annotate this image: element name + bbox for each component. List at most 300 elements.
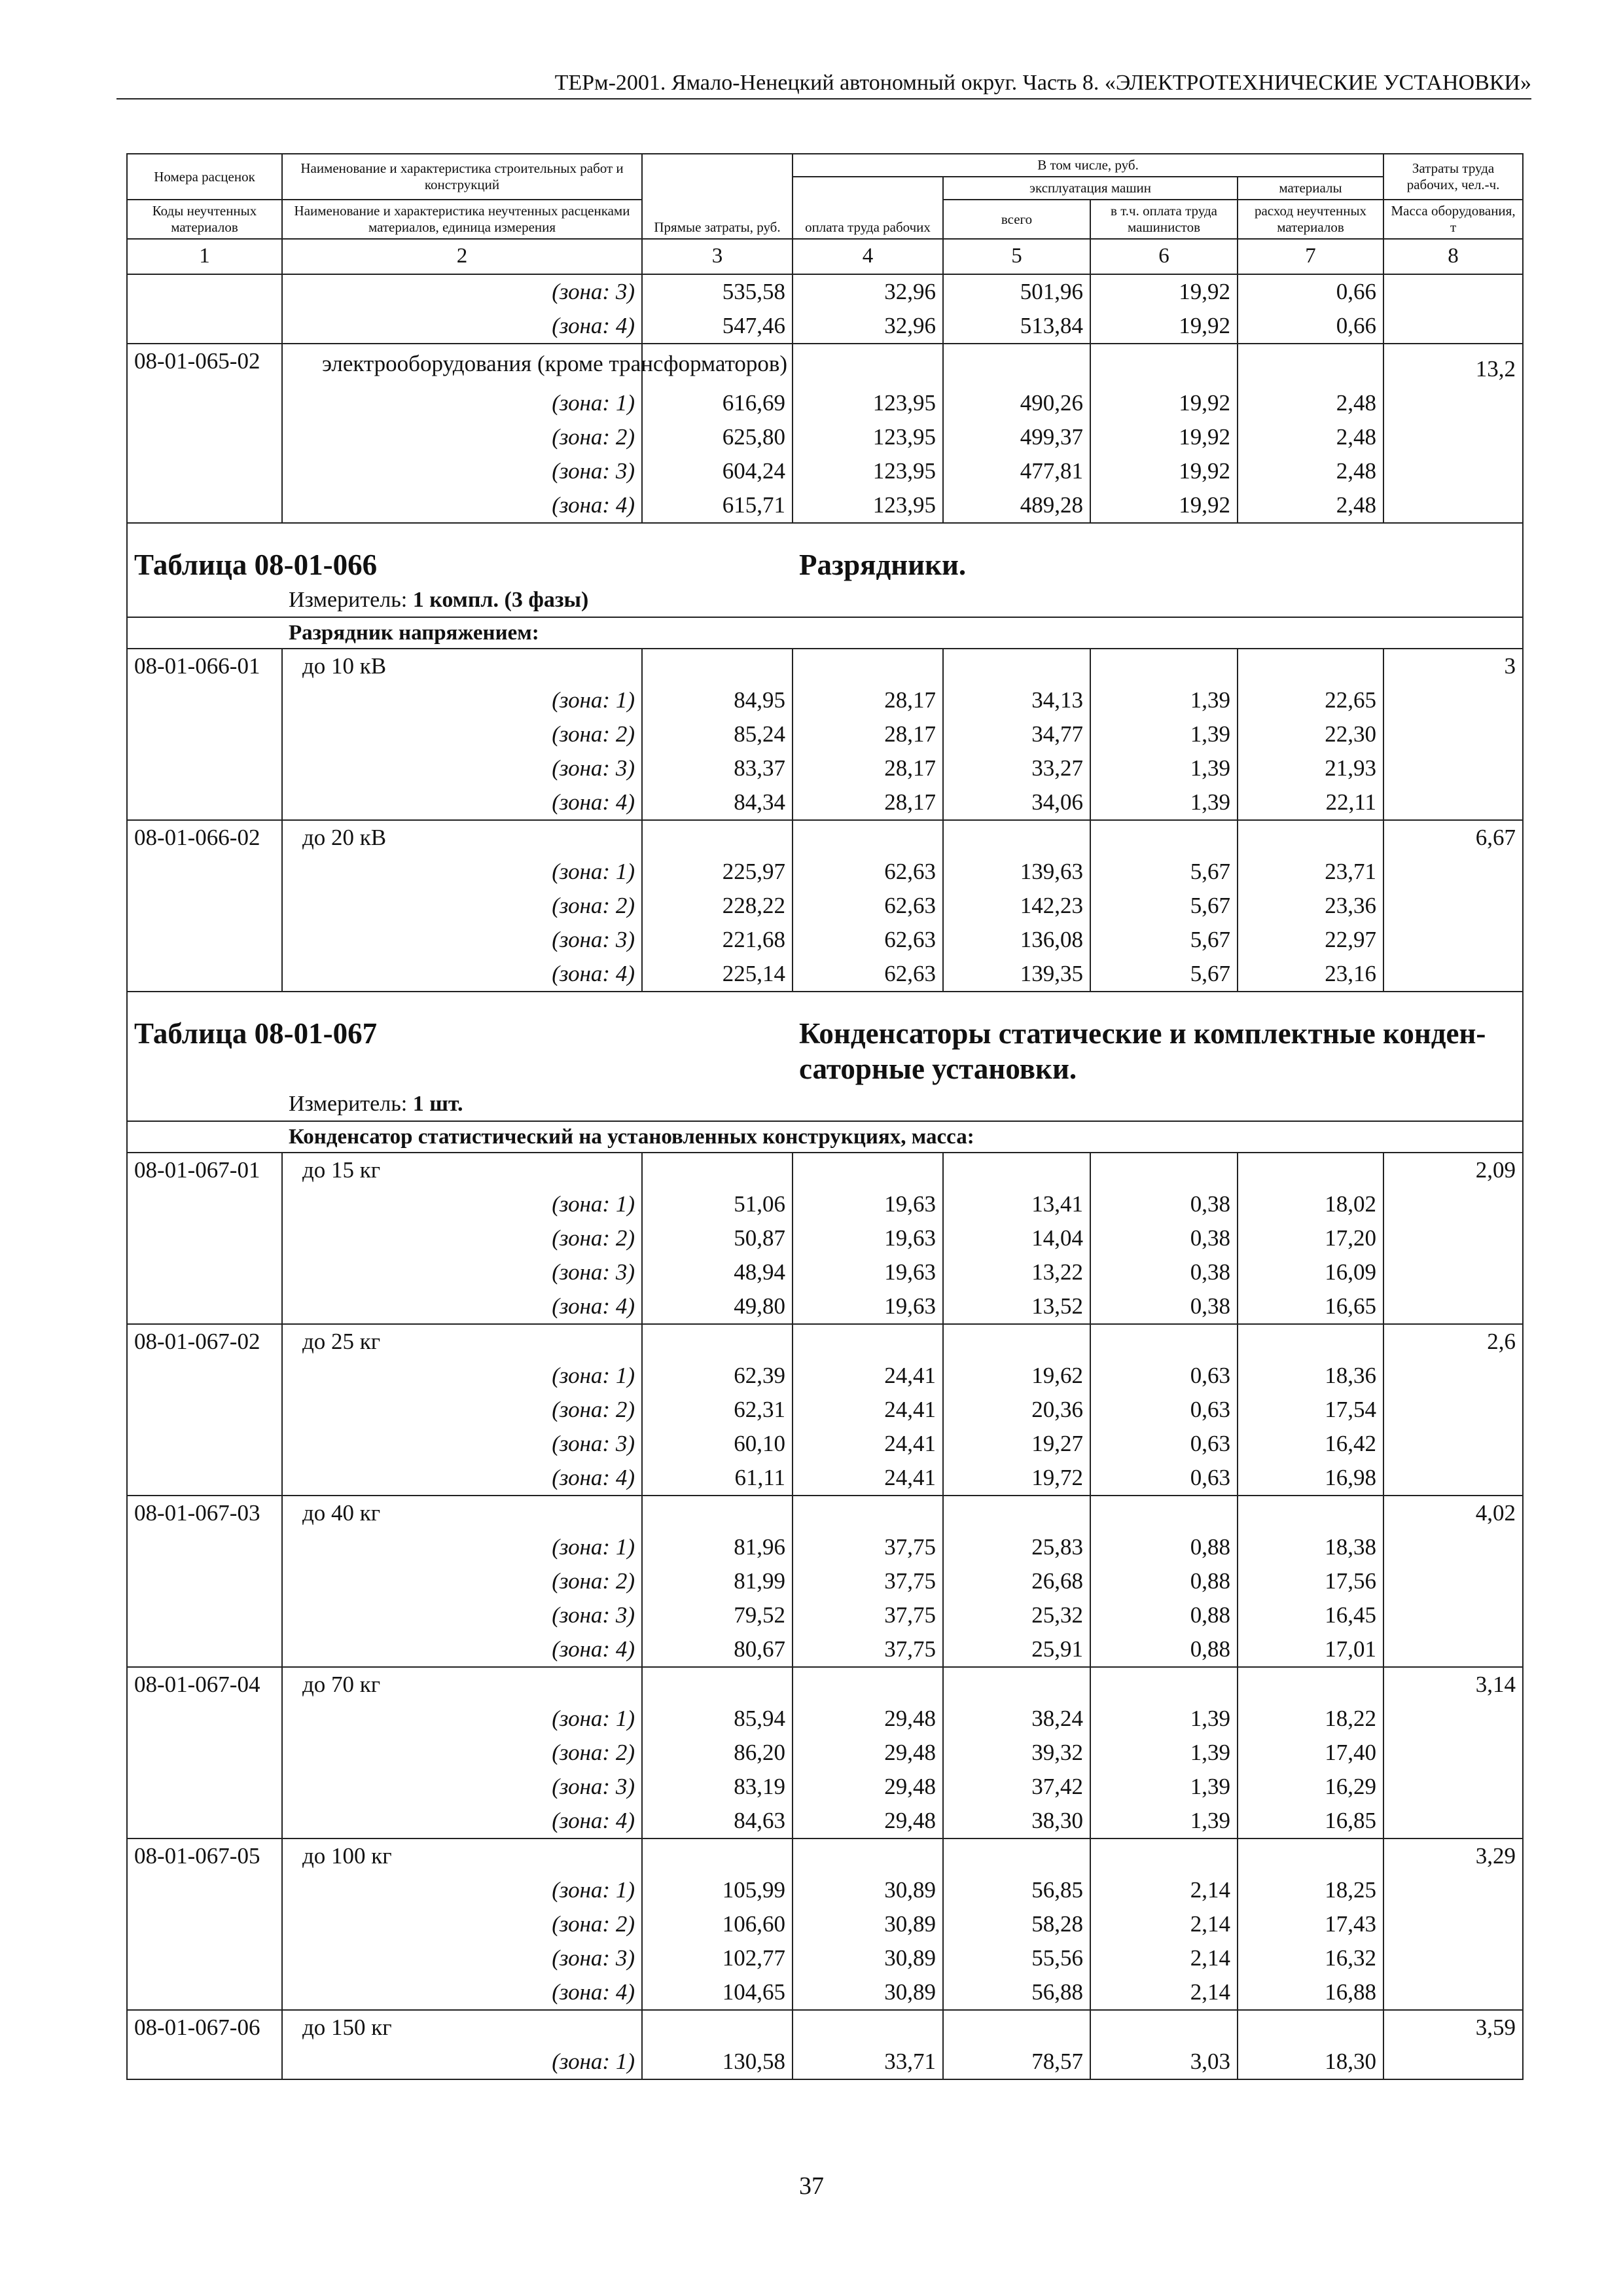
materials: 16,09 — [1238, 1255, 1383, 1289]
mass-cell — [1383, 1255, 1523, 1289]
labor-pay: 29,48 — [793, 1804, 943, 1839]
machinists-pay: 0,38 — [1090, 1187, 1238, 1221]
labor-pay: 30,89 — [793, 1941, 943, 1975]
empty-cell — [943, 1496, 1090, 1530]
item-name: до 100 кг — [282, 1839, 642, 1873]
direct-costs: 130,58 — [642, 2045, 793, 2079]
rate-code: 08-01-067-06 — [127, 2010, 282, 2045]
item-row — [127, 820, 1523, 855]
machinists-pay: 19,92 — [1090, 420, 1238, 454]
materials: 17,01 — [1238, 1632, 1383, 1667]
labor-pay: 37,75 — [793, 1632, 943, 1667]
direct-costs: 228,22 — [642, 889, 793, 923]
machines-total: 58,28 — [943, 1907, 1090, 1941]
header-col2-top: Наименование и характеристика строительных работ и конструкций — [282, 154, 642, 200]
direct-costs: 616,69 — [642, 386, 793, 420]
labor-pay: 62,63 — [793, 889, 943, 923]
machines-total: 34,06 — [943, 785, 1090, 820]
code-cell — [127, 1770, 282, 1804]
machinists-pay: 1,39 — [1090, 751, 1238, 785]
mass-cell — [1383, 1598, 1523, 1632]
rate-code: 08-01-067-01 — [127, 1153, 282, 1187]
zone-label: (зона: 1) — [282, 683, 642, 717]
labor-pay: 62,63 — [793, 923, 943, 957]
code-cell — [127, 454, 282, 488]
direct-costs: 50,87 — [642, 1221, 793, 1255]
labor-pay: 24,41 — [793, 1393, 943, 1427]
labor-hours: 3,14 — [1383, 1667, 1523, 1702]
empty-cell — [642, 2010, 793, 2045]
empty-cell — [943, 649, 1090, 683]
direct-costs: 62,31 — [642, 1393, 793, 1427]
materials: 23,36 — [1238, 889, 1383, 923]
zone-label: (зона: 1) — [282, 1359, 642, 1393]
mass-cell — [1383, 1632, 1523, 1667]
materials: 18,22 — [1238, 1702, 1383, 1736]
zone-label: (зона: 1) — [282, 1873, 642, 1907]
price-table — [126, 153, 1524, 2080]
machines-total: 13,41 — [943, 1187, 1090, 1221]
code-cell — [127, 751, 282, 785]
machines-total: 20,36 — [943, 1393, 1090, 1427]
measure-unit: 1 шт. — [412, 1092, 463, 1116]
code-cell — [127, 1941, 282, 1975]
zone-row — [127, 274, 1523, 309]
materials: 2,48 — [1238, 454, 1383, 488]
direct-costs: 225,97 — [642, 855, 793, 889]
zone-label: (зона: 4) — [282, 1289, 642, 1324]
zone-row — [127, 1873, 1523, 1907]
empty-cell — [943, 2010, 1090, 2045]
empty-cell — [1090, 820, 1238, 855]
mass-cell — [1383, 1804, 1523, 1839]
machines-total: 14,04 — [943, 1221, 1090, 1255]
empty-cell — [943, 1324, 1090, 1359]
code-cell — [127, 1289, 282, 1324]
labor-hours: 3 — [1383, 649, 1523, 683]
subheading-row — [127, 1121, 1523, 1153]
empty-cell — [793, 1839, 943, 1873]
empty-cell — [943, 344, 1090, 386]
zone-row — [127, 1941, 1523, 1975]
rate-code: 08-01-066-02 — [127, 820, 282, 855]
empty-cell — [1090, 1496, 1238, 1530]
labor-pay: 29,48 — [793, 1702, 943, 1736]
direct-costs: 51,06 — [642, 1187, 793, 1221]
mass-cell — [1383, 1907, 1523, 1941]
materials: 16,42 — [1238, 1427, 1383, 1461]
zone-row — [127, 1632, 1523, 1667]
table-title-row — [127, 523, 1523, 583]
labor-pay: 24,41 — [793, 1427, 943, 1461]
machinists-pay: 1,39 — [1090, 717, 1238, 751]
direct-costs: 85,94 — [642, 1702, 793, 1736]
zone-label: (зона: 2) — [282, 1393, 642, 1427]
subheading: Разрядник напряжением: — [282, 617, 1523, 649]
item-row — [127, 649, 1523, 683]
zone-label: (зона: 3) — [282, 1255, 642, 1289]
zone-row — [127, 1359, 1523, 1393]
labor-pay: 37,75 — [793, 1598, 943, 1632]
direct-costs: 79,52 — [642, 1598, 793, 1632]
empty-cell — [642, 1324, 793, 1359]
rate-code: 08-01-066-01 — [127, 649, 282, 683]
materials: 17,40 — [1238, 1736, 1383, 1770]
zone-label: (зона: 3) — [282, 454, 642, 488]
machines-total: 38,24 — [943, 1702, 1090, 1736]
zone-row — [127, 420, 1523, 454]
direct-costs: 535,58 — [642, 274, 793, 309]
zone-label: (зона: 2) — [282, 1907, 642, 1941]
mass-cell — [1383, 1941, 1523, 1975]
labor-pay: 28,17 — [793, 785, 943, 820]
direct-costs: 84,95 — [642, 683, 793, 717]
direct-costs: 84,34 — [642, 785, 793, 820]
zone-row — [127, 1804, 1523, 1839]
zone-row — [127, 1393, 1523, 1427]
machinists-pay: 1,39 — [1090, 785, 1238, 820]
item-name: до 70 кг — [282, 1667, 642, 1702]
code-cell — [127, 957, 282, 992]
empty-cell — [793, 1667, 943, 1702]
zone-label: (зона: 1) — [282, 1187, 642, 1221]
direct-costs: 83,37 — [642, 751, 793, 785]
machines-total: 13,22 — [943, 1255, 1090, 1289]
zone-row — [127, 717, 1523, 751]
empty-cell — [1090, 344, 1238, 386]
header-col1-bottom: Коды неучтенных материалов — [127, 200, 282, 239]
table-label: Таблица 08-01-066 — [134, 548, 378, 581]
empty-cell — [642, 649, 793, 683]
rate-code: 08-01-065-02 — [127, 344, 282, 386]
code-cell — [127, 1255, 282, 1289]
machines-total: 38,30 — [943, 1804, 1090, 1839]
mass-cell — [1383, 1873, 1523, 1907]
item-name: до 40 кг — [282, 1496, 642, 1530]
labor-pay: 29,48 — [793, 1770, 943, 1804]
zone-row — [127, 1221, 1523, 1255]
materials: 16,29 — [1238, 1770, 1383, 1804]
machines-total: 13,52 — [943, 1289, 1090, 1324]
code-cell — [127, 889, 282, 923]
item-row — [127, 2010, 1523, 2045]
zone-label: (зона: 4) — [282, 957, 642, 992]
empty-cell — [642, 1667, 793, 1702]
zone-row — [127, 386, 1523, 420]
code-cell — [127, 1907, 282, 1941]
empty-cell — [1238, 1667, 1383, 1702]
mass-cell — [1383, 1289, 1523, 1324]
zone-label: (зона: 1) — [282, 855, 642, 889]
machines-total: 477,81 — [943, 454, 1090, 488]
header-col1-top: Номера расценок — [127, 154, 282, 200]
header-col2-bottom: Наименование и характеристика неучтенных расценками материалов, единица измерения — [282, 200, 642, 239]
zone-row — [127, 1255, 1523, 1289]
mass-cell — [1383, 1564, 1523, 1598]
materials: 21,93 — [1238, 751, 1383, 785]
code-cell — [127, 683, 282, 717]
machinists-pay: 0,63 — [1090, 1359, 1238, 1393]
code-cell — [127, 1598, 282, 1632]
zone-label: (зона: 3) — [282, 1598, 642, 1632]
labor-pay: 123,95 — [793, 420, 943, 454]
direct-costs: 60,10 — [642, 1427, 793, 1461]
empty-cell — [793, 820, 943, 855]
zone-row — [127, 1770, 1523, 1804]
code-cell — [127, 785, 282, 820]
machinists-pay: 0,38 — [1090, 1255, 1238, 1289]
empty-cell — [1238, 2010, 1383, 2045]
labor-hours: 6,67 — [1383, 820, 1523, 855]
empty-cell — [793, 1324, 943, 1359]
labor-pay: 62,63 — [793, 855, 943, 889]
machinists-pay: 19,92 — [1090, 274, 1238, 309]
machines-total: 25,91 — [943, 1632, 1090, 1667]
zone-row — [127, 1702, 1523, 1736]
machines-total: 34,77 — [943, 717, 1090, 751]
code-cell — [127, 1975, 282, 2010]
empty-cell — [1238, 1324, 1383, 1359]
machines-total: 19,72 — [943, 1461, 1090, 1496]
code-cell — [127, 1393, 282, 1427]
code-cell — [127, 717, 282, 751]
table-title: Конденсаторы статические и комплектные конден- саторные установки. — [799, 1017, 1486, 1085]
machinists-pay: 5,67 — [1090, 889, 1238, 923]
empty-cell — [1238, 1153, 1383, 1187]
direct-costs: 625,80 — [642, 420, 793, 454]
zone-label: (зона: 2) — [282, 889, 642, 923]
machines-total: 139,35 — [943, 957, 1090, 992]
mass-cell — [1383, 1770, 1523, 1804]
empty-cell — [943, 820, 1090, 855]
zone-label: (зона: 1) — [282, 1702, 642, 1736]
zone-row — [127, 1907, 1523, 1941]
code-cell — [127, 1427, 282, 1461]
zone-label: (зона: 4) — [282, 1975, 642, 2010]
code-cell — [127, 1187, 282, 1221]
materials: 16,32 — [1238, 1941, 1383, 1975]
labor-pay: 32,96 — [793, 309, 943, 344]
subheading-row — [127, 617, 1523, 649]
zone-label: (зона: 4) — [282, 1632, 642, 1667]
mass-cell — [1383, 1427, 1523, 1461]
item-row — [127, 1496, 1523, 1530]
header-col4: оплата труда рабочих — [793, 177, 943, 239]
item-name: до 25 кг — [282, 1324, 642, 1359]
header-col7: расход неучтенных материалов — [1238, 200, 1383, 239]
zone-label: (зона: 4) — [282, 785, 642, 820]
item-row — [127, 1667, 1523, 1702]
labor-pay: 24,41 — [793, 1461, 943, 1496]
empty-cell — [1090, 2010, 1238, 2045]
code-cell — [127, 274, 282, 309]
rate-code: 08-01-067-05 — [127, 1839, 282, 1873]
materials: 17,56 — [1238, 1564, 1383, 1598]
machinists-pay: 0,88 — [1090, 1564, 1238, 1598]
item-row — [127, 1153, 1523, 1187]
materials: 16,98 — [1238, 1461, 1383, 1496]
direct-costs: 86,20 — [642, 1736, 793, 1770]
machines-total: 78,57 — [943, 2045, 1090, 2079]
machinists-pay: 1,39 — [1090, 1770, 1238, 1804]
mass-cell — [1383, 1359, 1523, 1393]
code-cell — [127, 923, 282, 957]
mass-cell — [1383, 274, 1523, 309]
empty-cell — [642, 820, 793, 855]
code-cell — [127, 309, 282, 344]
machines-total: 489,28 — [943, 488, 1090, 523]
zone-row — [127, 309, 1523, 344]
machinists-pay: 0,63 — [1090, 1461, 1238, 1496]
mass-cell — [1383, 957, 1523, 992]
materials: 22,30 — [1238, 717, 1383, 751]
col-number: 7 — [1238, 239, 1383, 274]
materials: 22,97 — [1238, 923, 1383, 957]
code-cell — [127, 1873, 282, 1907]
materials: 23,16 — [1238, 957, 1383, 992]
mass-cell — [1383, 785, 1523, 820]
machinists-pay: 0,88 — [1090, 1530, 1238, 1564]
code-cell — [127, 1702, 282, 1736]
mass-cell — [1383, 309, 1523, 344]
col-number: 5 — [943, 239, 1090, 274]
rate-code: 08-01-067-04 — [127, 1667, 282, 1702]
measure-cell — [282, 583, 1523, 617]
machines-total: 56,88 — [943, 1975, 1090, 2010]
table-title: Разрядники. — [799, 548, 967, 581]
table-title-row — [127, 992, 1523, 1086]
rate-code: 08-01-067-02 — [127, 1324, 282, 1359]
code-cell — [127, 2045, 282, 2079]
mass-cell — [1383, 420, 1523, 454]
machines-total: 513,84 — [943, 309, 1090, 344]
measure-row — [127, 1086, 1523, 1121]
labor-pay: 29,48 — [793, 1736, 943, 1770]
machinists-pay: 5,67 — [1090, 957, 1238, 992]
materials: 16,85 — [1238, 1804, 1383, 1839]
zone-row — [127, 1598, 1523, 1632]
labor-pay: 37,75 — [793, 1530, 943, 1564]
materials: 16,65 — [1238, 1289, 1383, 1324]
empty-cell — [642, 1496, 793, 1530]
measure-prefix: Измеритель: — [289, 588, 413, 612]
materials: 2,48 — [1238, 386, 1383, 420]
header-col3: Прямые затраты, руб. — [642, 154, 793, 239]
direct-costs: 85,24 — [642, 717, 793, 751]
machines-total: 55,56 — [943, 1941, 1090, 1975]
machinists-pay: 19,92 — [1090, 488, 1238, 523]
mass-cell — [1383, 683, 1523, 717]
code-cell — [127, 1632, 282, 1667]
code-cell — [127, 1530, 282, 1564]
empty-cell — [1238, 344, 1383, 386]
empty-cell — [1090, 649, 1238, 683]
materials: 16,45 — [1238, 1598, 1383, 1632]
machines-total: 136,08 — [943, 923, 1090, 957]
zone-row — [127, 957, 1523, 992]
code-cell — [127, 488, 282, 523]
labor-pay: 33,71 — [793, 2045, 943, 2079]
zone-label: (зона: 4) — [282, 1804, 642, 1839]
item-name: до 20 кВ — [282, 820, 642, 855]
item-name: до 10 кВ — [282, 649, 642, 683]
code-cell — [127, 1359, 282, 1393]
machines-total: 33,27 — [943, 751, 1090, 785]
measure-row — [127, 583, 1523, 617]
labor-pay: 123,95 — [793, 454, 943, 488]
mass-cell — [1383, 1530, 1523, 1564]
zone-row — [127, 1564, 1523, 1598]
zone-row — [127, 855, 1523, 889]
empty-cell — [127, 1086, 282, 1121]
labor-hours: 3,29 — [1383, 1839, 1523, 1873]
mass-cell — [1383, 923, 1523, 957]
machinists-pay: 2,14 — [1090, 1907, 1238, 1941]
labor-hours: 13,2 — [1383, 344, 1523, 386]
mass-cell — [1383, 488, 1523, 523]
header-col5: всего — [943, 200, 1090, 239]
machinists-pay: 2,14 — [1090, 1941, 1238, 1975]
subheading: Конденсатор статистический на установленных конструкциях, масса: — [282, 1121, 1523, 1153]
materials: 22,11 — [1238, 785, 1383, 820]
materials: 18,36 — [1238, 1359, 1383, 1393]
header-col8-bottom: Масса оборудования, т — [1383, 200, 1523, 239]
zone-label: (зона: 4) — [282, 309, 642, 344]
zone-row — [127, 1530, 1523, 1564]
zone-label: (зона: 2) — [282, 1736, 642, 1770]
measure-prefix: Измеритель: — [289, 1092, 413, 1116]
mass-cell — [1383, 889, 1523, 923]
machinists-pay: 5,67 — [1090, 855, 1238, 889]
machines-total: 26,68 — [943, 1564, 1090, 1598]
col-number: 4 — [793, 239, 943, 274]
empty-cell — [1090, 1324, 1238, 1359]
mass-cell — [1383, 717, 1523, 751]
machinists-pay: 3,03 — [1090, 2045, 1238, 2079]
labor-pay: 28,17 — [793, 751, 943, 785]
col-number: 3 — [642, 239, 793, 274]
labor-pay: 19,63 — [793, 1221, 943, 1255]
code-cell — [127, 1461, 282, 1496]
machinists-pay: 0,63 — [1090, 1393, 1238, 1427]
machines-total: 501,96 — [943, 274, 1090, 309]
machines-total: 34,13 — [943, 683, 1090, 717]
machines-total: 19,27 — [943, 1427, 1090, 1461]
direct-costs: 615,71 — [642, 488, 793, 523]
zone-label: (зона: 1) — [282, 1530, 642, 1564]
direct-costs: 102,77 — [642, 1941, 793, 1975]
zone-label: (зона: 1) — [282, 2045, 642, 2079]
item-name: электрооборудования (кроме трансформаторов) — [282, 344, 642, 386]
machines-total: 139,63 — [943, 855, 1090, 889]
col-number: 2 — [282, 239, 642, 274]
header-col6: в т.ч. оплата труда машинистов — [1090, 200, 1238, 239]
machines-total: 499,37 — [943, 420, 1090, 454]
machines-total: 37,42 — [943, 1770, 1090, 1804]
materials: 0,66 — [1238, 309, 1383, 344]
machines-total: 39,32 — [943, 1736, 1090, 1770]
table-body — [127, 154, 1523, 2079]
mass-cell — [1383, 1736, 1523, 1770]
col-number: 6 — [1090, 239, 1238, 274]
table-title-cell — [793, 523, 1523, 583]
empty-cell — [642, 1839, 793, 1873]
labor-hours: 2,6 — [1383, 1324, 1523, 1359]
materials: 18,30 — [1238, 2045, 1383, 2079]
header-group: В том числе, руб. — [793, 154, 1383, 177]
labor-pay: 123,95 — [793, 386, 943, 420]
table-label-cell — [127, 992, 793, 1086]
